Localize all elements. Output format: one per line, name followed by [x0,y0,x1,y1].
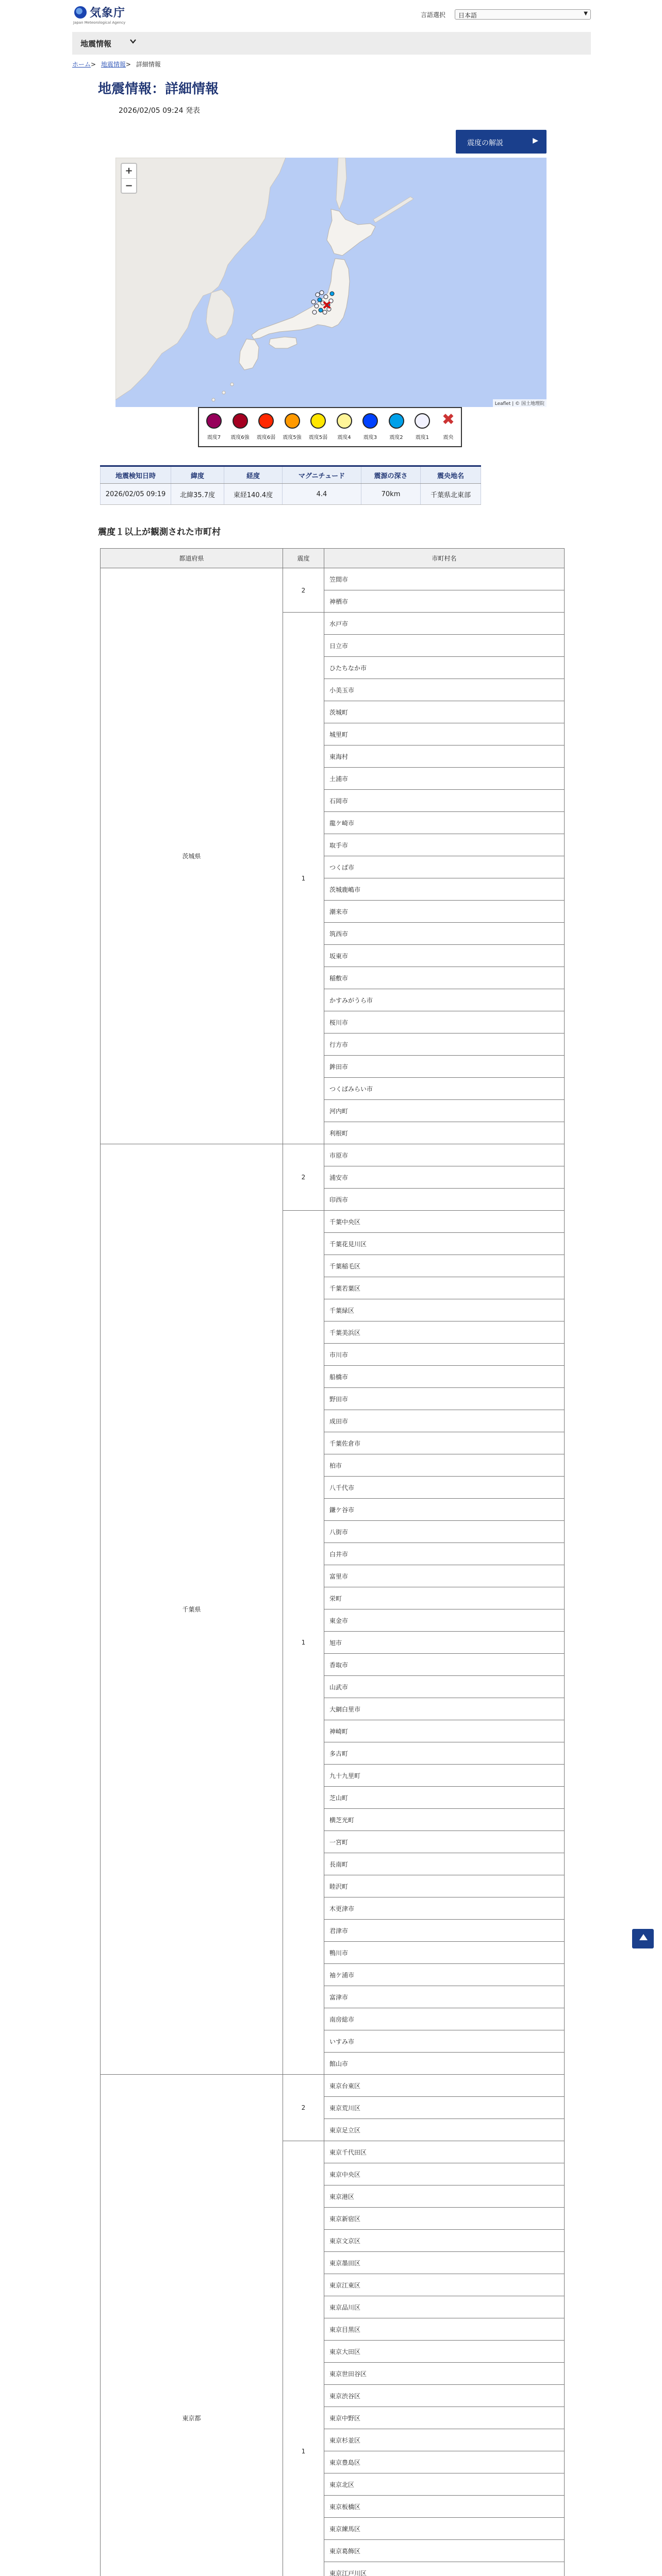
table-row [101,1144,565,1166]
jma-logo-icon [74,6,87,19]
city-cell: 行方市 [324,1033,565,1056]
epicenter-icon: ✖ [441,411,455,429]
breadcrumb-earthquake[interactable]: 地震情報 [101,61,126,68]
summary-value-cell: 70km [361,484,421,505]
arrow-up-icon [639,1934,648,1940]
prefecture-cell: 千葉県 [101,1144,283,2075]
city-cell: 船橋市 [324,1366,565,1388]
legend-label: 震度3 [363,435,377,440]
summary-header-cell: 緯度 [171,466,224,484]
intensity-table-header-cell: 震度 [283,549,324,568]
legend-item [384,411,409,440]
city-cell: 鎌ケ谷市 [324,1499,565,1521]
city-cell: 一宮町 [324,1831,565,1853]
legend-item [436,411,461,440]
intensity-dot-icon [362,413,378,429]
global-nav [72,32,591,55]
language-value: 日本語 [458,12,477,19]
intensity-legend [198,407,462,447]
city-cell: かすみがうら市 [324,989,565,1011]
prefecture-cell: 茨城県 [101,568,283,1144]
arrow-right-icon: ▶ [533,137,538,145]
table-row [101,2075,565,2097]
legend-label: 震度4 [337,435,351,440]
city-cell: 館山市 [324,2053,565,2075]
city-cell: 東京千代田区 [324,2141,565,2163]
city-cell: 鴨川市 [324,1942,565,1964]
city-cell: 栄町 [324,1587,565,1609]
city-cell: 多古町 [324,1742,565,1765]
legend-label: 震度7 [207,435,221,440]
breadcrumb [72,60,164,69]
jma-logo[interactable] [72,3,144,26]
nav-earthquake-menu[interactable]: 地震情報 [80,39,112,48]
city-cell: 東京江戸川区 [324,2562,565,2576]
city-cell: 鉾田市 [324,1056,565,1078]
intensity-table-header-cell: 都道府県 [101,549,283,568]
city-cell: 稲敷市 [324,967,565,989]
intensity-cell: 2 [283,1144,324,1211]
city-cell: 木更津市 [324,1897,565,1920]
prefecture-cell: 東京都 [101,2075,283,2576]
zoom-in-button[interactable]: + [122,164,136,179]
city-cell: 東海村 [324,745,565,768]
city-cell: 市川市 [324,1344,565,1366]
city-cell: 浦安市 [324,1166,565,1189]
summary-value-cell: 北緯35.7度 [171,484,224,505]
city-cell: 日立市 [324,635,565,657]
legend-label: 震度6強 [230,435,250,440]
city-cell: 千葉花見川区 [324,1233,565,1255]
intensity-cell: 2 [283,568,324,613]
city-cell: 山武市 [324,1676,565,1698]
city-cell: 東京新宿区 [324,2208,565,2230]
intensity-map[interactable] [115,158,547,407]
city-cell: 千葉中央区 [324,1211,565,1233]
city-cell: 東京港区 [324,2185,565,2208]
city-cell: 東京江東区 [324,2274,565,2296]
city-cell: 東京中央区 [324,2163,565,2185]
breadcrumb-separator: > [91,61,96,68]
table-row [101,568,565,590]
intensity-table-header [101,549,565,568]
intensity-dot-icon [310,413,326,429]
intensity-explanation-label: 震度の解説 [467,139,503,147]
intensity-explanation-button[interactable] [456,130,547,154]
city-cell: 潮来市 [324,901,565,923]
intensity-table-header-cell: 市町村名 [324,549,565,568]
city-cell: 東京墨田区 [324,2252,565,2274]
summary-data-row [101,484,481,505]
intensity-cell: 2 [283,2075,324,2141]
city-cell: 利根町 [324,1122,565,1144]
city-cell: 笠間市 [324,568,565,590]
city-cell: ひたちなか市 [324,657,565,679]
city-cell: 東京中野区 [324,2407,565,2429]
city-cell: 大網白里市 [324,1698,565,1720]
intensity-cell: 1 [283,613,324,1144]
city-cell: 茨城鹿嶋市 [324,878,565,901]
intensity-dot-icon [206,413,222,429]
summary-header-cell: 震源の深さ [361,466,421,484]
city-cell: 睦沢町 [324,1875,565,1897]
language-label: 言語選択 [420,11,445,19]
language-select[interactable] [455,9,591,20]
intensity-table [100,548,565,2576]
city-cell: 桜川市 [324,1011,565,1033]
city-cell: 八千代市 [324,1477,565,1499]
published-time: 2026/02/05 09:24 発表 [119,107,200,115]
city-cell: 東京荒川区 [324,2097,565,2119]
city-cell: 富里市 [324,1565,565,1587]
city-cell: 白井市 [324,1543,565,1565]
legend-item [332,411,357,440]
legend-item [227,411,253,440]
breadcrumb-separator: > [125,61,131,68]
city-cell: 東京杉並区 [324,2429,565,2451]
city-cell: 小美玉市 [324,679,565,701]
earthquake-summary-table [100,465,481,505]
intensity-dot-icon [389,413,404,429]
city-cell: 千葉若葉区 [324,1277,565,1299]
city-cell: 城里町 [324,723,565,745]
map-attribution: Leaflet | © 国土地理院 [493,399,547,407]
city-cell: 東京世田谷区 [324,2363,565,2385]
city-cell: 柏市 [324,1454,565,1477]
city-cell: 土浦市 [324,768,565,790]
city-cell: 東京足立区 [324,2119,565,2141]
city-cell: 茨城町 [324,701,565,723]
page-title: 地震情報：詳細情報 [98,81,219,97]
summary-header-cell: マグニチュード [283,466,361,484]
legend-item [305,411,331,440]
city-cell: つくば市 [324,856,565,878]
city-cell: 長南町 [324,1853,565,1875]
legend-label: 震度5弱 [308,435,328,440]
city-cell: 龍ケ崎市 [324,812,565,834]
legend-label: 震度5強 [283,435,302,440]
city-cell: 東京大田区 [324,2341,565,2363]
section-title: 震度１以上が観測された市町村 [98,527,221,537]
city-cell: 石岡市 [324,790,565,812]
city-cell: つくばみらい市 [324,1078,565,1100]
city-cell: 水戸市 [324,613,565,635]
site-subtitle: Japan Meteorological Agency [73,21,126,25]
city-cell: 千葉緑区 [324,1299,565,1321]
summary-header-cell: 経度 [224,466,283,484]
city-cell: 横芝光町 [324,1809,565,1831]
zoom-out-button[interactable]: − [125,180,133,191]
legend-item [409,411,435,440]
city-cell: 東京文京区 [324,2230,565,2252]
summary-value-cell: 千葉県北東部 [421,484,481,505]
city-cell: 富津市 [324,1986,565,2008]
intensity-dot-icon [285,413,300,429]
city-cell: 神栖市 [324,590,565,613]
legend-label: 震度1 [415,435,429,440]
city-cell: 野田市 [324,1388,565,1410]
city-cell: 筑西市 [324,923,565,945]
legend-label: 震央 [443,435,454,440]
city-cell: 芝山町 [324,1787,565,1809]
legend-item [201,411,227,440]
city-cell: 千葉美浜区 [324,1321,565,1344]
intensity-dot-icon [258,413,274,429]
city-cell: 市原市 [324,1144,565,1166]
city-cell: 東京葛飾区 [324,2540,565,2562]
city-cell: 東京目黒区 [324,2318,565,2341]
city-cell: 南房総市 [324,2008,565,2030]
city-cell: 千葉稲毛区 [324,1255,565,1277]
breadcrumb-current: 詳細情報 [136,61,161,68]
summary-header-cell: 震央地名 [421,466,481,484]
legend-item [357,411,383,440]
intensity-dot-icon [337,413,352,429]
summary-value-cell: 東経140.4度 [224,484,283,505]
city-cell: 香取市 [324,1654,565,1676]
city-cell: 神崎町 [324,1720,565,1742]
city-cell: 九十九里町 [324,1765,565,1787]
city-cell: 東京板橋区 [324,2496,565,2518]
back-to-top-button[interactable] [632,1929,654,1948]
site-name: 気象庁 [90,7,126,20]
city-cell: 河内町 [324,1100,565,1122]
city-cell: 君津市 [324,1920,565,1942]
city-cell: 取手市 [324,834,565,856]
summary-value-cell: 2026/02/05 09:19 [101,484,171,505]
city-cell: 旭市 [324,1632,565,1654]
summary-header-row [101,466,481,484]
japan-map [115,158,547,407]
map-zoom-control [121,163,137,194]
city-cell: 東京北区 [324,2473,565,2496]
city-cell: 東京台東区 [324,2075,565,2097]
legend-label: 震度6弱 [256,435,276,440]
chevron-down-icon[interactable] [130,38,136,44]
city-cell: 東京品川区 [324,2296,565,2318]
city-cell: 千葉佐倉市 [324,1432,565,1454]
intensity-dot-icon [415,413,430,429]
legend-item [279,411,305,440]
legend-label: 震度2 [389,435,403,440]
intensity-cell: 1 [283,1211,324,2075]
intensity-cell: 1 [283,2141,324,2576]
city-cell: 東京豊島区 [324,2451,565,2473]
city-cell: 成田市 [324,1410,565,1432]
site-header [72,0,591,29]
city-cell: 印西市 [324,1189,565,1211]
city-cell: 坂東市 [324,945,565,967]
city-cell: いすみ市 [324,2030,565,2053]
summary-header-cell: 地震検知日時 [101,466,171,484]
chevron-down-icon: ▼ [584,11,588,16]
legend-item [253,411,279,440]
city-cell: 東京渋谷区 [324,2385,565,2407]
city-cell: 東金市 [324,1609,565,1632]
intensity-dot-icon [233,413,248,429]
city-cell: 袖ケ浦市 [324,1964,565,1986]
city-cell: 東京練馬区 [324,2518,565,2540]
summary-value-cell: 4.4 [283,484,361,505]
breadcrumb-home[interactable]: ホーム [72,61,91,68]
city-cell: 八街市 [324,1521,565,1543]
